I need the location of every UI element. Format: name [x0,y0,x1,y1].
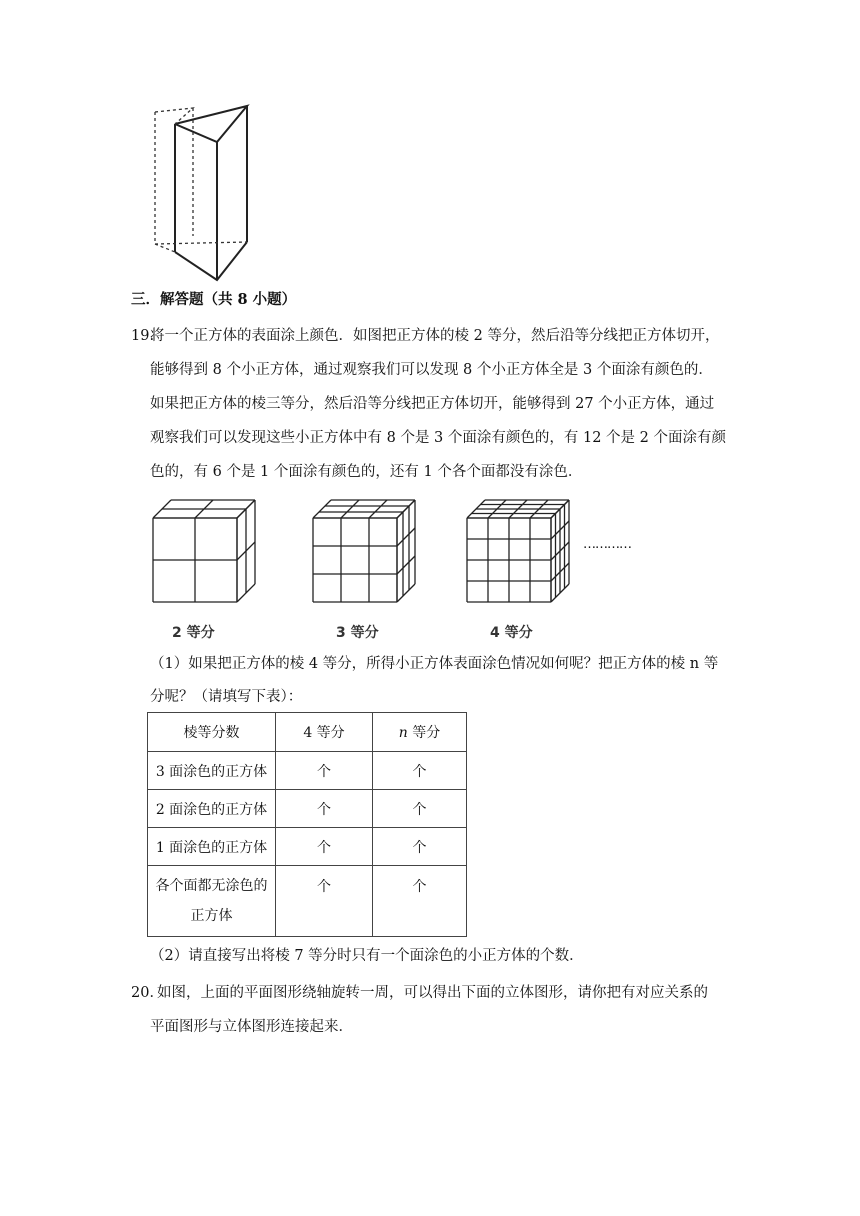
cube-grid-line [313,500,331,518]
cube-caption-4: 4 等分 [490,625,533,641]
table-cell-n[interactable]: 个 [373,828,467,866]
q19-part1-line2: 分呢？（请填写下表）： [150,689,303,705]
table-row [148,828,467,866]
table-header-cell: 棱等分数 [148,713,276,752]
q19-line2: 能够得到 8 个小正方体，通过观察我们可以发现 8 个小正方体全是 3 个面涂有颜色的． [150,362,713,378]
table-cell-n[interactable]: 个 [373,866,467,937]
table-row [148,752,467,790]
table-header-cell: 4 等分 [276,713,373,752]
q19-line5: 色的，有 6 个是 1 个面涂有颜色的，还有 1 个各个面都没有涂色． [150,464,583,480]
table-header-cell: n 等分 [373,713,467,752]
paint-count-table [147,712,467,937]
q20-line1: 如图，上面的平面图形绕轴旋转一周，可以得出下面的立体图形，请你把有对应关系的 [157,985,708,1001]
cube-grid-line [397,584,415,602]
table-row-label: 3 面涂色的正方体 [148,752,276,790]
cube-grid-line [397,500,415,518]
table-row-label-line1: 各个面都无涂色的 [155,878,268,894]
cube-grid-line [397,528,415,546]
q19-part2: （2）请直接写出将棱 7 等分时只有一个面涂色的小正方体的个数． [150,948,584,964]
q19-part1-line1: （1）如果把正方体的棱 4 等分，所得小正方体表面涂色情况如何呢？把正方体的棱 n 等 [150,656,719,672]
triangular-prism-figure [145,102,255,287]
section-heading: 三．解答题（共 8 小题） [131,291,297,308]
table-row [148,866,467,937]
table-cell-4[interactable]: 个 [276,866,373,937]
table-cell-4[interactable]: 个 [276,790,373,828]
q19-line4: 观察我们可以发现这些小正方体中有 8 个是 3 个面涂有颜色的，有 12 个是 2 个面涂有颜 [150,430,726,446]
cube-grid-line [341,500,359,518]
q20-number: 20． [131,985,164,1001]
cube-caption-3: 3 等分 [336,625,379,641]
table-row [148,790,467,828]
table-cell-n[interactable]: 个 [373,752,467,790]
figure-ellipsis: ………… [583,537,631,552]
cube-grid-line [397,556,415,574]
table-row-label: 2 面涂色的正方体 [148,790,276,828]
table-cell-n[interactable]: 个 [373,790,467,828]
q19-line3: 如果把正方体的棱三等分，然后沿等分线把正方体切开，能够得到 27 个小正方体，通过 [150,396,715,412]
table-cell-4[interactable]: 个 [276,752,373,790]
table-cell-4[interactable]: 个 [276,828,373,866]
subdivided-cubes-figure [145,490,655,640]
table-row-label: 1 面涂色的正方体 [148,828,276,866]
cube-grid-line [369,500,387,518]
q19-line1: 将一个正方体的表面涂上颜色．如图把正方体的棱 2 等分，然后沿等分线把正方体切开， [150,328,720,344]
table-row-label-line2: 正方体 [190,908,233,924]
q19-number: 19. [131,328,155,344]
q20-line2: 平面图形与立体图形连接起来． [150,1019,353,1035]
table-row-label [148,866,276,937]
table-header-row [148,713,467,752]
cube-caption-2: 2 等分 [172,625,215,641]
